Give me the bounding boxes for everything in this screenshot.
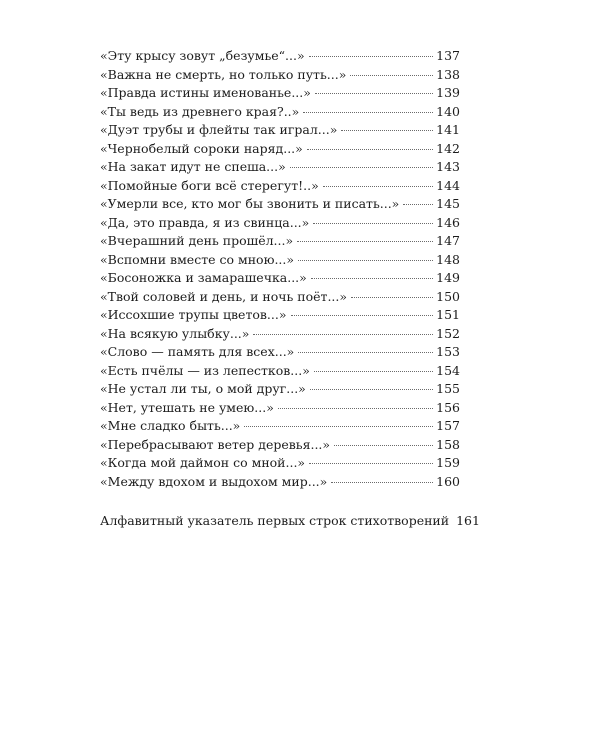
toc-row: [100, 251, 460, 270]
toc-row: [100, 380, 460, 399]
entry-page-number: 141: [436, 122, 460, 137]
entry-page-number: 142: [436, 140, 460, 156]
index-title: Алфавитный указатель первых строк стихотворений: [100, 513, 450, 528]
dot-leader: [334, 444, 433, 446]
toc-row: [100, 343, 460, 362]
toc-row: [100, 288, 460, 307]
toc-row: [100, 47, 460, 66]
entry-title: «Между вдохом и выдохом мир...»: [100, 473, 328, 489]
dot-leader: [311, 277, 433, 279]
dot-leader: [313, 222, 433, 224]
toc-row: [100, 177, 460, 196]
entry-page-number: 144: [436, 177, 460, 193]
entry-page-number: 156: [436, 399, 460, 415]
toc-row: [100, 362, 460, 381]
toc-row: [100, 269, 460, 288]
entry-page-number: 159: [436, 455, 460, 470]
entry-title: «Правда истины именованье...»: [100, 85, 311, 100]
entry-page-number: 154: [436, 362, 460, 378]
toc-row: [100, 232, 460, 251]
entry-title: «Босоножка и замарашечка...»: [100, 270, 307, 285]
dot-leader: [291, 314, 434, 316]
entry-title: «Мне сладко быть...»: [100, 418, 241, 433]
dot-leader: [297, 240, 433, 242]
toc-row: [100, 121, 460, 140]
toc-row: [100, 103, 460, 122]
entry-page-number: 145: [436, 196, 460, 211]
entry-page-number: 158: [436, 436, 460, 452]
entry-title: «Перебрасывают ветер деревья...»: [100, 436, 331, 452]
entry-page-number: 138: [436, 66, 460, 82]
toc-row: [100, 66, 460, 85]
entry-page-number: 143: [436, 159, 460, 174]
entry-page-number: 149: [436, 270, 460, 285]
toc-row: [100, 84, 460, 103]
entry-title: «Вчерашний день прошёл...»: [100, 233, 294, 248]
entry-title: «На всякую улыбку...»: [100, 325, 250, 341]
dot-leader: [278, 407, 433, 409]
entry-title: «Важна не смерть, но только путь...»: [100, 66, 347, 82]
entry-page-number: 153: [436, 344, 460, 359]
dot-leader: [341, 129, 433, 131]
index-entry: [100, 512, 480, 531]
entry-title: «Эту крысу зовут „безумье“...»: [100, 48, 305, 63]
dot-leader: [253, 333, 433, 335]
table-of-contents: [100, 47, 460, 491]
entry-page-number: 160: [436, 473, 460, 489]
entry-page-number: 147: [436, 233, 460, 248]
dot-leader: [350, 74, 433, 76]
dot-leader: [309, 55, 434, 57]
dot-leader: [310, 388, 433, 390]
entry-page-number: 150: [436, 288, 460, 304]
entry-title: «Когда мой даймон со мной...»: [100, 455, 306, 470]
entry-title: «Иссохшие трупы цветов...»: [100, 307, 287, 322]
toc-row: [100, 195, 460, 214]
dot-leader: [314, 370, 433, 372]
dot-leader: [303, 111, 433, 113]
dot-leader: [323, 185, 433, 187]
entry-page-number: 146: [436, 214, 460, 230]
dot-leader: [298, 351, 433, 353]
entry-page-number: 148: [436, 251, 460, 267]
entry-title: «Помойные боги всё стерегут!..»: [100, 177, 319, 193]
dot-leader: [244, 425, 433, 427]
entry-title: «На закат идут не спеша...»: [100, 159, 286, 174]
entry-title: «Не устал ли ты, о мой друг...»: [100, 381, 306, 396]
entry-title: «Чернобелый сороки наряд...»: [100, 140, 303, 156]
entry-page-number: 157: [436, 418, 460, 433]
dot-leader: [309, 462, 433, 464]
toc-row: [100, 512, 480, 531]
toc-row: [100, 473, 460, 492]
entry-title: «Дуэт трубы и флейты так играл...»: [100, 122, 338, 137]
entry-title: «Твой соловей и день, и ночь поёт...»: [100, 288, 348, 304]
entry-page-number: 152: [436, 325, 460, 341]
dot-leader: [315, 92, 433, 94]
toc-row: [100, 306, 460, 325]
toc-row: [100, 214, 460, 233]
entry-title: «Слово — память для всех...»: [100, 344, 295, 359]
index-page-number: 161: [456, 513, 480, 528]
entry-page-number: 140: [436, 103, 460, 119]
toc-row: [100, 436, 460, 455]
dot-leader: [307, 148, 433, 150]
entry-page-number: 137: [436, 48, 460, 63]
entry-title: «Ты ведь из древнего края?..»: [100, 103, 300, 119]
dot-leader: [351, 296, 433, 298]
entry-page-number: 155: [436, 381, 460, 396]
entry-title: «Есть пчёлы — из лепестков...»: [100, 362, 310, 378]
entry-page-number: 151: [436, 307, 460, 322]
toc-row: [100, 158, 460, 177]
entry-title: «Вспомни вместе со мною...»: [100, 251, 295, 267]
dot-leader: [298, 259, 433, 261]
toc-row: [100, 399, 460, 418]
toc-row: [100, 325, 460, 344]
dot-leader: [403, 203, 433, 205]
entry-title: «Нет, утешать не умею...»: [100, 399, 274, 415]
entry-page-number: 139: [436, 85, 460, 100]
entry-title: «Умерли все, кто мог бы звонить и писать...»: [100, 196, 400, 211]
toc-row: [100, 454, 460, 473]
dot-leader: [290, 166, 433, 168]
entry-title: «Да, это правда, я из свинца...»: [100, 214, 310, 230]
toc-row: [100, 417, 460, 436]
dot-leader: [331, 481, 433, 483]
toc-row: [100, 140, 460, 159]
